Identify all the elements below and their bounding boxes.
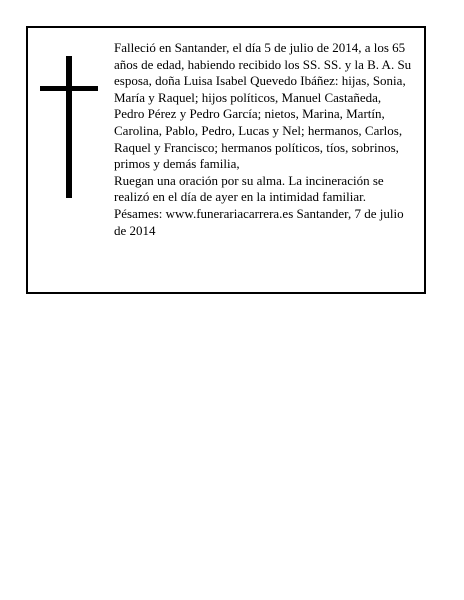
- obituary-paragraph-prayer: Ruegan una oración por su alma. La incineración se realizó en el día de ayer en la intimidad familiar.: [114, 172, 384, 205]
- latin-cross-icon: [40, 56, 98, 198]
- obituary-notice: [26, 26, 426, 294]
- obituary-text: [114, 40, 414, 239]
- obituary-paragraph-condolences: Pésames: www.funerariacarrera.es Santander, 7 de julio de 2014: [114, 205, 404, 238]
- cross-horizontal-bar: [40, 86, 98, 91]
- cross-vertical-bar: [66, 56, 72, 198]
- obituary-paragraph-family: Falleció en Santander, el día 5 de julio de 2014, a los 65 años de edad, habiendo recibido los SS. SS. y la B. A. Su esposa, doña Luisa Isabel Quevedo Ibáñez: hijas, Sonia, María y Raquel; hijos políticos, Manuel Castañeda, Pedro Pérez y Pedro García; nietos, Marina, Martín, Carolina, Pablo, Pedro, Lucas y Nel; hermanos, Carlos, Raquel y Francisco; hermanos políticos, tíos, sobrinos, primos y demás familia,: [114, 40, 412, 172]
